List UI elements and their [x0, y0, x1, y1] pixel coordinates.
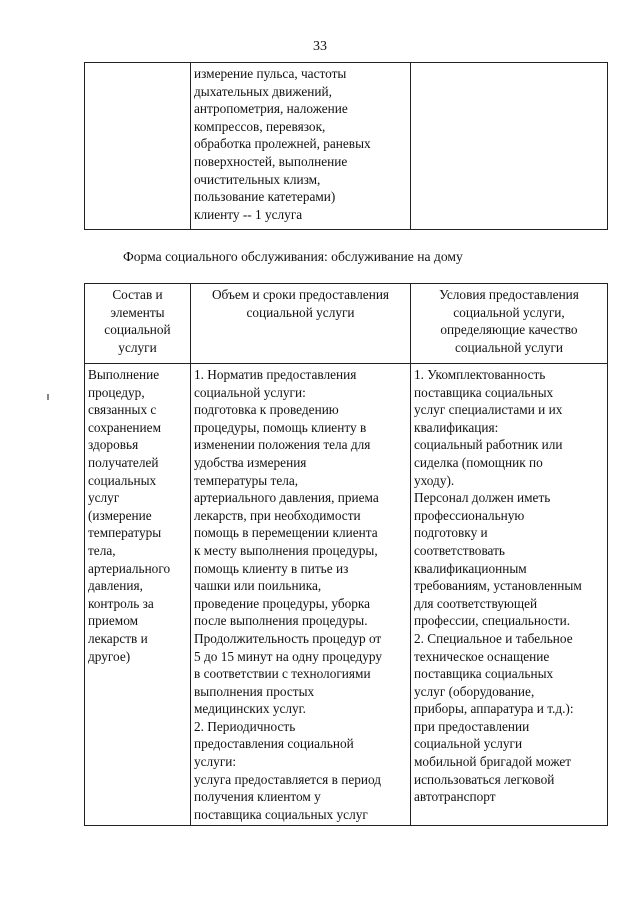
text-line: поставщика социальных [414, 384, 554, 400]
text-line: социальных [88, 472, 157, 488]
text-line: артериального [88, 560, 171, 576]
text-line: 1. Норматив предоставления [194, 367, 357, 382]
text-line: лекарств и [88, 630, 148, 646]
text-line: Персонал должен иметь [414, 490, 551, 506]
text-line: квалификация: [414, 419, 499, 435]
text-line: получателей [88, 454, 159, 470]
text-line: подготовку и [414, 525, 488, 541]
text-line: дыхательных движений, [194, 83, 332, 99]
text-line: уходу). [414, 472, 455, 488]
text-line: социальной услуги, [453, 304, 565, 320]
continuation-table [84, 62, 608, 230]
row-volume-terms-cell [191, 364, 411, 826]
page-number: 33 [313, 39, 327, 54]
text-line: артериального давления, приема [194, 490, 379, 506]
text-line: поверхностей, выполнение [194, 153, 348, 169]
text-line: (измерение [88, 507, 152, 523]
text-line: сиделка (помощник по [414, 454, 543, 470]
text-line: социальной услуги [246, 304, 355, 320]
text-line: компрессов, перевязок, [194, 118, 326, 134]
text-line: при предоставлении [414, 718, 530, 734]
text-line: предоставления социальной [194, 736, 354, 752]
text-line: приемом [88, 613, 139, 629]
text-line: давления, [88, 578, 143, 594]
text-line: в соответствии с технологиями [194, 666, 371, 682]
text-line: после выполнения процедуры. [194, 613, 368, 629]
text-line: социальной услуги [414, 736, 523, 752]
text-line: удобства измерения [194, 454, 307, 470]
header-volume-terms [191, 284, 411, 364]
text-line: элементы [110, 304, 165, 320]
text-line: поставщика социальных услуг [194, 806, 368, 822]
text-line: изменении положения тела для [194, 437, 371, 453]
text-line: контроль за [88, 595, 154, 611]
text-line: Выполнение [88, 367, 160, 382]
row-conditions-cell [411, 364, 608, 826]
margin-mark [47, 394, 49, 400]
header-composition [85, 284, 191, 364]
text-line: требованиям, установленным [414, 578, 582, 594]
text-line: услуга предоставляется в период [194, 771, 382, 787]
text-line: медицинских услуг. [194, 701, 306, 717]
text-line: выполнения простых [194, 683, 315, 699]
text-line: 1. Укомплектованность [414, 367, 546, 382]
text-line: профессии, специальности. [414, 613, 571, 629]
text-line: соответствовать [414, 542, 505, 558]
text-line: обработка пролежней, раневых [194, 136, 371, 152]
text-line: услуг специалистами и их [414, 402, 563, 418]
text-line: услуг (оборудование, [414, 683, 535, 699]
text-line: клиенту -- 1 услуга [194, 206, 303, 222]
text-line: социальной [104, 322, 171, 338]
text-line: процедуры, помощь клиенту в [194, 419, 367, 435]
text-line: здоровья [88, 437, 139, 453]
text-line: чашки или поильника, [194, 578, 322, 594]
text-line: использоваться легковой [414, 771, 555, 787]
text-line: услуги: [194, 754, 237, 770]
text-line: профессиональную [414, 507, 525, 523]
continuation-col3-cell [411, 63, 608, 230]
text-line: квалификационным [414, 560, 527, 576]
text-line: сохранением [88, 419, 161, 435]
text-line: процедур, [88, 384, 145, 400]
text-line: 5 до 15 минут на одну процедуру [194, 648, 383, 664]
text-line: помощь в перемещении клиента [194, 525, 378, 541]
text-line: другое) [88, 648, 131, 664]
text-line: определяющие качество [440, 322, 578, 338]
text-line: социальной услуги [454, 339, 564, 355]
text-line: проведение процедуры, уборка [194, 595, 371, 611]
text-line: 2. Периодичность [194, 718, 296, 734]
text-line: антропометрия, наложение [194, 101, 348, 117]
text-line: услуг [88, 490, 120, 506]
text-line: измерение пульса, частоты [194, 66, 347, 81]
text-line: температуры тела, [194, 472, 299, 488]
section-title: Форма социального обслуживания: обслуживание на дому [123, 249, 463, 264]
continuation-col2-cell [191, 63, 411, 230]
text-line: приборы, аппаратура и т.д.): [414, 701, 574, 717]
text-line: помощь клиенту в питье из [194, 560, 349, 576]
continuation-col1-cell [85, 63, 191, 230]
text-line: Условия предоставления [439, 287, 579, 302]
text-line: поставщика социальных [414, 666, 554, 682]
text-line: к месту выполнения процедуры, [194, 542, 378, 558]
text-line: социальной услуги: [194, 384, 306, 400]
text-line: подготовка к проведению [194, 402, 339, 418]
text-line: для соответствующей [414, 595, 538, 611]
text-line: очистительных клизм, [194, 171, 321, 187]
text-line: получения клиентом у [194, 789, 321, 805]
service-table [84, 283, 608, 826]
text-line: температуры [88, 525, 162, 541]
text-line: социальный работник или [414, 437, 563, 453]
text-line: лекарств, при необходимости [194, 507, 361, 523]
text-line: связанных с [88, 402, 157, 418]
text-line: автотранспорт [414, 789, 496, 805]
text-line: мобильной бригадой может [414, 754, 572, 770]
text-line: пользование катетерами) [194, 189, 336, 205]
text-line: Продолжительность процедур от [194, 630, 382, 646]
text-line: тела, [88, 542, 116, 558]
text-line: 2. Специальное и табельное [414, 630, 573, 646]
text-line: услуги [118, 339, 157, 355]
row-composition-cell [85, 364, 191, 826]
header-conditions [411, 284, 608, 364]
text-line: Состав и [112, 287, 163, 302]
text-line: техническое оснащение [414, 648, 550, 664]
text-line: Объем и сроки предоставления [211, 287, 390, 302]
